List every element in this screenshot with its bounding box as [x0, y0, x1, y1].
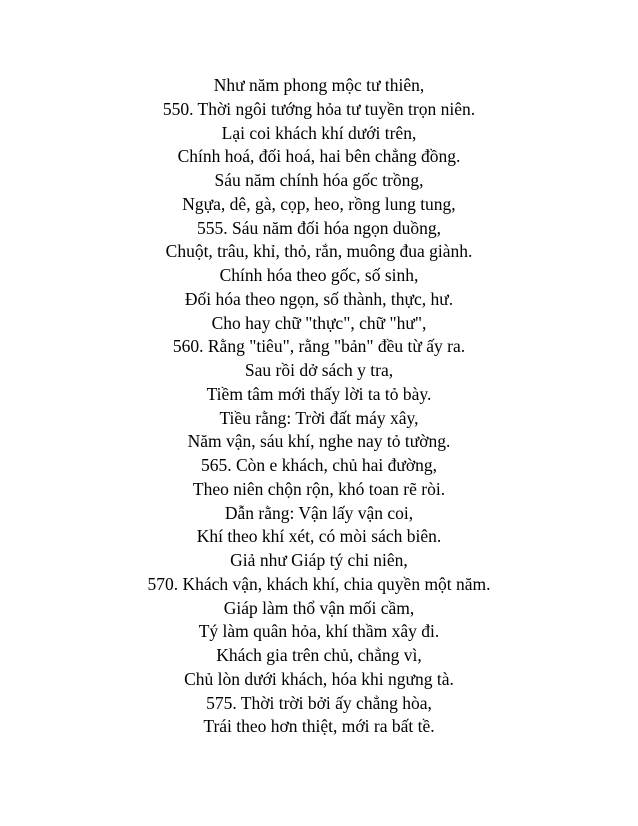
poem-line: Dẫn rằng: Vận lấy vận coi,	[224, 502, 414, 523]
poem-line: Giáp làm thổ vận mối cầm,	[223, 597, 415, 618]
poem-line: Trái theo hơn thiệt, mới ra bất tề.	[203, 716, 435, 737]
poem-line: Ngựa, dê, gà, cọp, heo, rồng lung tung,	[182, 193, 456, 214]
poem-line: 550. Thời ngôi tướng hỏa tư tuyền trọn niên.	[162, 98, 476, 119]
poem-line: 570. Khách vận, khách khí, chia quyền một năm.	[147, 573, 491, 594]
poem-line: Theo niên chộn rộn, khó toan rẽ ròi.	[192, 478, 446, 499]
poem-line: Tiều rằng: Trời đất máy xây,	[219, 407, 419, 428]
poem-line: Sáu năm chính hóa gốc trồng,	[214, 170, 424, 190]
poem-line: 565. Còn e khách, chủ hai đường,	[201, 455, 437, 475]
poem-line: Chuột, trâu, khỉ, thỏ, rắn, muông đua giành.	[165, 241, 473, 262]
poem-line: Lại coi khách khí dưới trên,	[221, 122, 417, 143]
poem-line: Khách gia trên chủ, chẳng vì,	[216, 645, 422, 665]
poem-line: Như năm phong mộc tư thiên,	[213, 75, 425, 95]
poem-line: Năm vận, sáu khí, nghe nay tỏ tường.	[187, 431, 451, 452]
poem-page	[0, 74, 638, 739]
poem-line: Đối hóa theo ngọn, số thành, thực, hư.	[184, 288, 454, 309]
poem-line: 555. Sáu năm đối hóa ngọn duồng,	[196, 217, 441, 238]
poem-line: 575. Thời trời bởi ấy chẳng hòa,	[206, 692, 432, 713]
poem-line: Sau rồi dở sách y tra,	[244, 360, 394, 380]
poem-line: Chủ lòn dưới khách, hóa khi ngưng tà.	[184, 668, 454, 689]
poem-line: Chính hóa theo gốc, số sinh,	[219, 265, 419, 285]
poem-line: Cho hay chữ "thực", chữ "hư",	[211, 312, 427, 333]
poem-line: Tý làm quân hỏa, khí thầm xây đi.	[198, 621, 440, 642]
poem-line: Tiềm tâm mới thấy lời ta tỏ bày.	[206, 383, 432, 404]
poem-line: Giả như Giáp tý chi niên,	[230, 550, 408, 570]
poem-line: 560. Rằng "tiêu", rằng "bản" đều từ ấy ra.	[172, 336, 466, 357]
poem-line: Chính hoá, đối hoá, hai bên chẳng đồng.	[177, 146, 461, 167]
poem-line: Khí theo khí xét, có mòi sách biên.	[196, 526, 442, 547]
